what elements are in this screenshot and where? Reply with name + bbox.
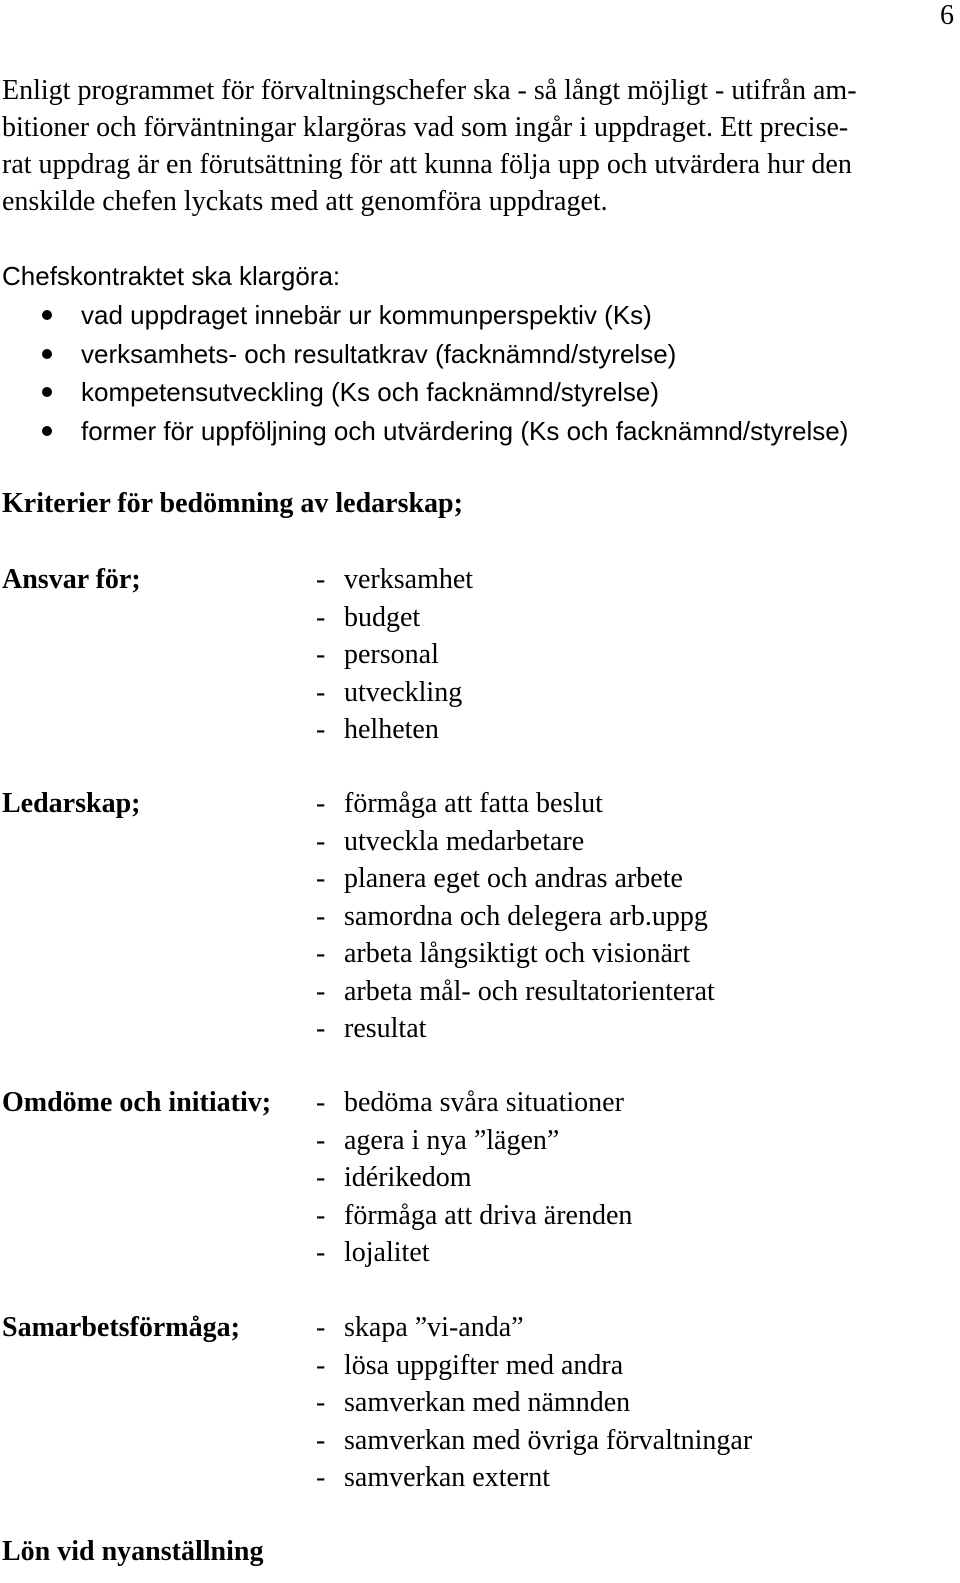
dash-marker: - — [316, 788, 326, 819]
list-item-text: agera i nya ”lägen” — [344, 1124, 560, 1156]
list-item-text: lösa uppgifter med andra — [344, 1349, 624, 1381]
dash-marker: - — [316, 863, 326, 894]
final-heading: Lön vid nyanställning — [2, 1536, 264, 1567]
list-item-text: samverkan externt — [344, 1462, 551, 1493]
dash-marker: - — [316, 900, 326, 932]
dash-marker: - — [316, 1312, 326, 1343]
contract-heading: Chefskontraktet ska klargöra: — [2, 261, 341, 291]
list-item-text: personal — [344, 639, 439, 670]
contract-bullet-text: verksamhets- och resultatkrav (facknämnd/styrelse) — [81, 338, 677, 369]
list-item-text: förmåga att fatta beslut — [344, 788, 603, 819]
bullet-icon — [42, 349, 52, 359]
bullet-icon — [42, 426, 52, 436]
list-item-text: budget — [344, 601, 421, 633]
dash-marker: - — [316, 601, 326, 633]
bullet-icon — [42, 387, 52, 397]
dash-marker: - — [316, 676, 326, 708]
list-item-text: utveckling — [344, 676, 463, 708]
dash-marker: - — [316, 938, 326, 969]
list-item-text: resultat — [344, 1013, 427, 1044]
group-label-omdome: Omdöme och initiativ; — [2, 1087, 272, 1118]
list-item-text: samordna och delegera arb.uppg — [344, 900, 708, 932]
list-item-text: verksamhet — [344, 564, 474, 595]
dash-marker: - — [316, 1462, 326, 1493]
group-label-ansvar: Ansvar för; — [2, 564, 141, 595]
dash-marker: - — [316, 1387, 326, 1418]
list-item-text: samverkan med övriga förvaltningar — [344, 1424, 753, 1456]
criteria-heading: Kriterier för bedömning av ledarskap; — [2, 488, 463, 519]
list-item-text: arbeta mål- och resultatorienterat — [344, 975, 715, 1007]
list-item-text: skapa ”vi-anda” — [344, 1312, 524, 1343]
dash-marker: - — [316, 1162, 326, 1193]
dash-marker: - — [316, 1237, 326, 1268]
list-item-text: planera eget och andras arbete — [344, 863, 683, 894]
dash-marker: - — [316, 564, 326, 595]
contract-bullet-text: former för uppföljning och utvärdering (Ks och facknämnd/styrelse) — [81, 415, 849, 446]
intro-line: rat uppdrag är en förutsättning för att kunna följa upp och utvärdera hur den — [2, 149, 852, 180]
contract-bullet-text: vad uppdraget innebär ur kommunperspektiv (Ks) — [81, 300, 652, 330]
intro-paragraph — [2, 72, 942, 220]
list-item-text: bedöma svåra situationer — [344, 1087, 624, 1118]
dash-marker: - — [316, 1199, 326, 1231]
bullet-icon — [42, 310, 52, 320]
group-label-ledarskap: Ledarskap; — [2, 788, 141, 819]
list-item-text: idérikedom — [344, 1162, 472, 1193]
group-label-samarbete: Samarbetsförmåga; — [2, 1312, 240, 1343]
list-item-text: utveckla medarbetare — [344, 825, 585, 857]
page-number: 6 — [940, 0, 954, 31]
list-item-text: lojalitet — [344, 1237, 430, 1268]
dash-marker: - — [316, 975, 326, 1007]
dash-marker: - — [316, 1124, 326, 1156]
dash-marker: - — [316, 1424, 326, 1456]
list-item-text: förmåga att driva ärenden — [344, 1199, 633, 1231]
dash-marker: - — [316, 1087, 326, 1118]
contract-bullet-text: kompetensutveckling (Ks och facknämnd/styrelse) — [81, 377, 660, 407]
intro-line: bitioner och förväntningar klargöras vad som ingår i uppdraget. Ett precise- — [2, 112, 849, 143]
dash-marker: - — [316, 714, 326, 745]
dash-marker: - — [316, 825, 326, 857]
list-item-text: arbeta långsiktigt och visionärt — [344, 938, 691, 969]
dash-marker: - — [316, 1013, 326, 1044]
dash-marker: - — [316, 639, 326, 670]
list-item-text: helheten — [344, 714, 439, 745]
list-item-text: samverkan med nämnden — [344, 1387, 631, 1418]
intro-line: Enligt programmet för förvaltningschefer ska - så långt möjligt - utifrån am- — [2, 75, 857, 106]
intro-line: enskilde chefen lyckats med att genomföra uppdraget. — [2, 186, 608, 217]
dash-marker: - — [316, 1349, 326, 1381]
